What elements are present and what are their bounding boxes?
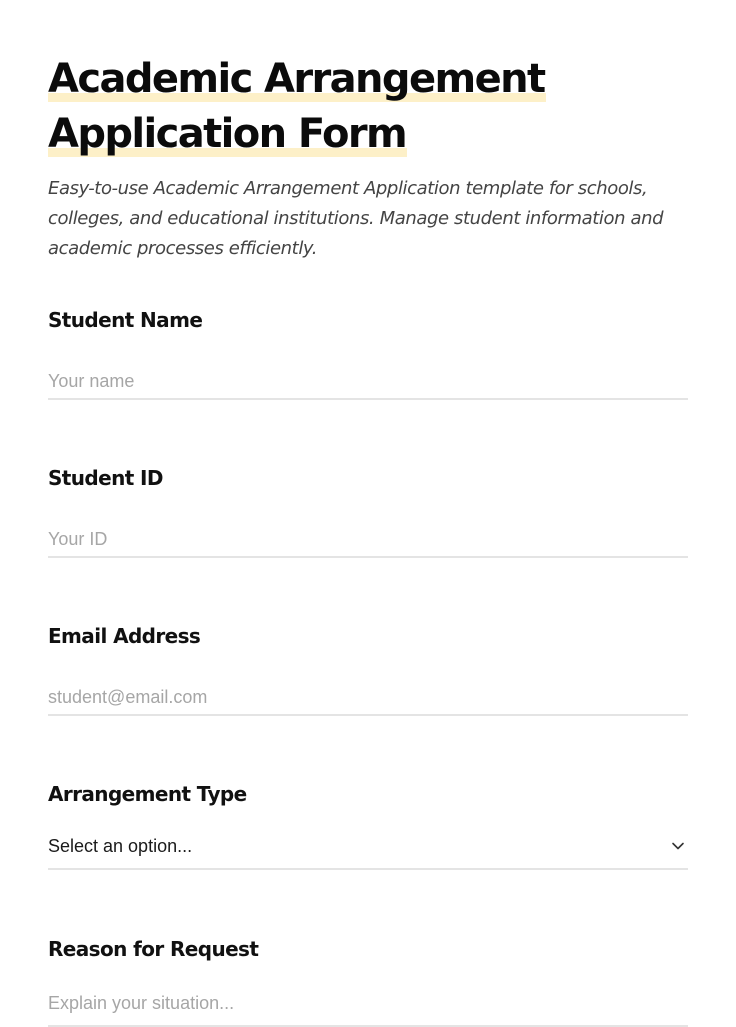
application-form	[48, 0, 688, 961]
arrangement-type-selected-value: Select an option...	[48, 836, 193, 856]
email-label: Email Address	[48, 624, 201, 648]
page-title	[48, 52, 688, 162]
email-input[interactable]	[48, 680, 688, 716]
student-id-field	[48, 466, 688, 558]
student-name-field	[48, 308, 688, 400]
title-line-1: Academic Arrangement	[48, 56, 545, 102]
email-field	[48, 624, 688, 716]
reason-label: Reason for Request	[48, 937, 259, 961]
form-description: Easy-to-use Academic Arrangement Application template for schools, colleges, and educational institutions. Manage student information and academic processes efficiently.	[48, 178, 664, 259]
chevron-down-icon	[670, 838, 686, 854]
student-id-input[interactable]	[48, 522, 688, 558]
title-line-2: Application Form	[48, 111, 407, 157]
student-name-input[interactable]	[48, 364, 688, 400]
student-name-label: Student Name	[48, 308, 203, 332]
reason-textarea[interactable]	[48, 987, 688, 1027]
arrangement-type-select[interactable]	[48, 834, 688, 870]
student-id-label: Student ID	[48, 466, 163, 490]
reason-field	[48, 937, 688, 1027]
arrangement-type-label: Arrangement Type	[48, 782, 247, 806]
arrangement-type-field	[48, 782, 688, 870]
